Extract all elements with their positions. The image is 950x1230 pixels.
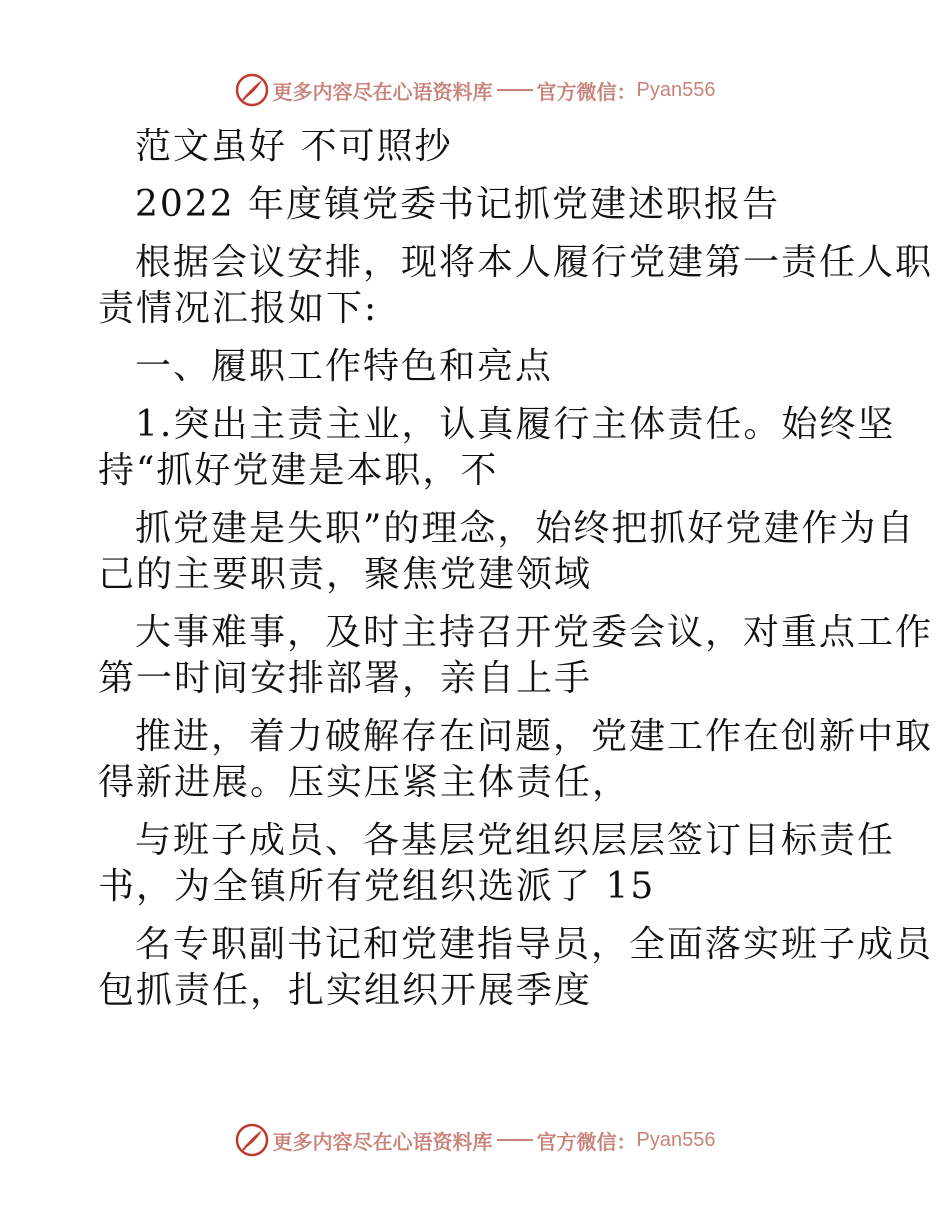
- banner-wechat-id: Pyan556: [636, 1128, 716, 1151]
- banner-wechat-label: 官方微信：: [536, 1129, 637, 1154]
- banner-dash: [497, 89, 533, 91]
- banner-dash: [497, 1139, 533, 1141]
- doc-line: 书，为全镇所有党组织选派了 15: [98, 866, 656, 907]
- doc-line: 抓党建是失职”的理念，始终把抓好党建作为自: [135, 508, 916, 549]
- doc-line-heading: 一、履职工作特色和亮点: [135, 346, 554, 387]
- quill-circle-logo-icon: [235, 73, 269, 107]
- doc-line: 推进，着力破解存在问题，党建工作在创新中取: [135, 716, 934, 757]
- doc-line: 包抓责任，扎实组织开展季度: [98, 970, 593, 1011]
- doc-line: 第一时间安排部署，亲自上手: [98, 658, 593, 699]
- banner-slogan: 更多内容尽在心语资料库: [272, 1129, 493, 1154]
- doc-line: 得新进展。压实压紧主体责任，: [98, 762, 631, 803]
- doc-line: 责情况汇报如下:: [98, 288, 379, 329]
- header-banner: [0, 70, 950, 110]
- doc-line: 1.突出主责主业，认真履行主体责任。始终坚: [135, 404, 896, 445]
- header-banner-content: [235, 73, 716, 107]
- banner-wechat-label: 官方微信：: [536, 79, 637, 104]
- banner-slogan: 更多内容尽在心语资料库: [272, 79, 493, 104]
- doc-line-title: 2022 年度镇党委书记抓党建述职报告: [135, 184, 781, 225]
- document-body: [98, 124, 934, 1014]
- doc-line: 持“抓好党建是本职，不: [98, 450, 499, 491]
- doc-line: 根据会议安排，现将本人履行党建第一责任人职: [135, 242, 934, 283]
- doc-line: 大事难事，及时主持召开党委会议，对重点工作: [135, 612, 934, 653]
- footer-banner-content: [235, 1123, 716, 1157]
- doc-line: 名专职副书记和党建指导员，全面落实班子成员: [135, 924, 934, 965]
- banner-wechat-id: Pyan556: [636, 78, 716, 101]
- quill-circle-logo-icon: [235, 1123, 269, 1157]
- doc-line: 与班子成员、各基层党组织层层签订目标责任: [135, 820, 896, 861]
- doc-line-notice: 范文虽好 不可照抄: [135, 126, 453, 167]
- footer-banner: [0, 1120, 950, 1160]
- doc-line: 己的主要职责，聚焦党建领域: [98, 554, 593, 595]
